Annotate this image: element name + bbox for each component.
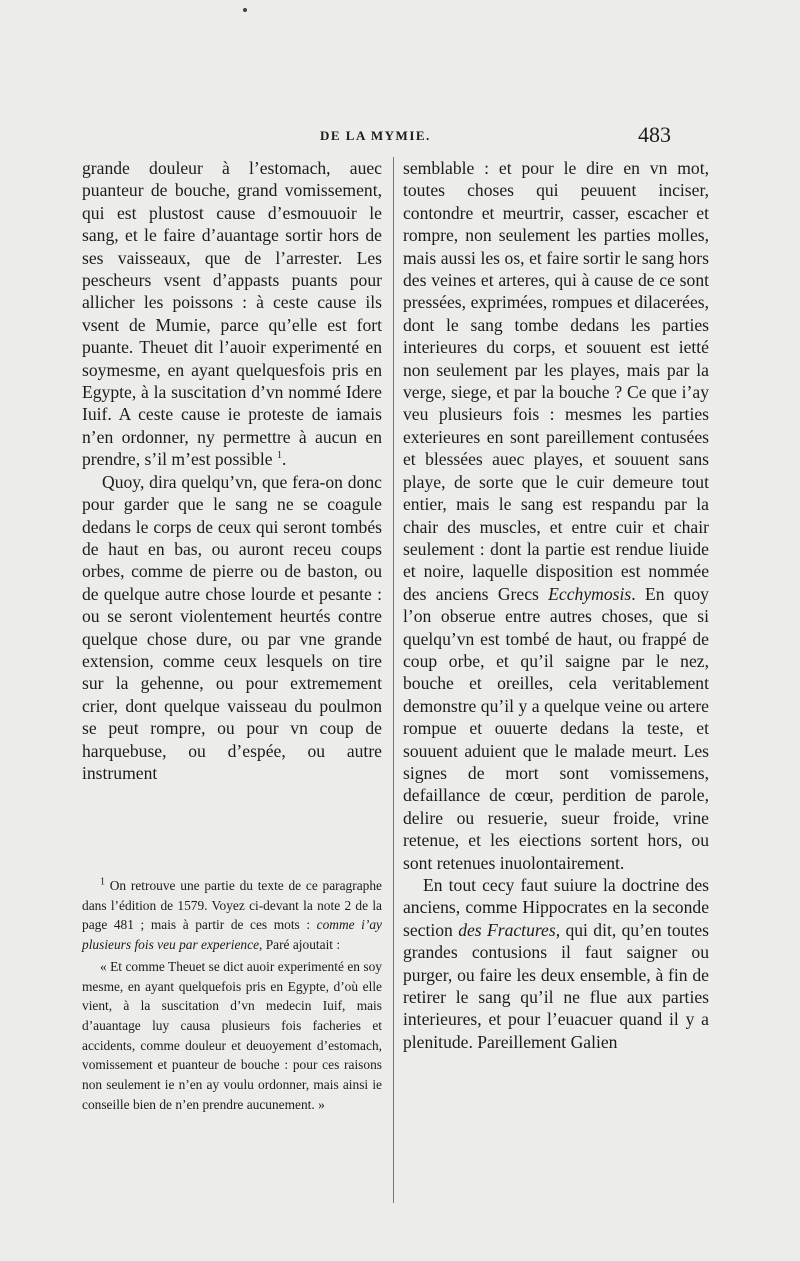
right-column bbox=[403, 157, 709, 1053]
column-divider bbox=[393, 157, 394, 1203]
left-paragraph-2: Quoy, dira quelqu’vn, que fera-on donc pour garder que le sang ne se coagule dedans le corps de ceux qui seront tombés de haut en bas, ou auront receu coups orbes, comme de pierre ou de baston, ou de quelque autre chose lourde et pesante : ou se seront violentement heurtés contre quelque chose dure, ou par vne grande extension, comme ceux lesquels on tire sur la gehenne, ou pour extremement crier, dont quelque vaisseau du poulmon se peut rompre, ou pour vn coup de harquebuse, ou d’espée, ou autre instrument bbox=[82, 471, 382, 783]
title-des-fractures: des Fractures bbox=[458, 919, 556, 940]
ink-speck bbox=[243, 8, 247, 12]
footnote-marker: 1 bbox=[100, 876, 105, 888]
footnote-reference[interactable]: 1 bbox=[276, 450, 282, 462]
left-column bbox=[82, 157, 382, 784]
footnote-1: $^1$ On retrouve une partie du texte de ce paragraphe dans l’édition de 1579. Voyez ci-devant la note 2 de la page 481 ; mais à partir de ces mots : comme i’ay plusieurs fois veu par experience, Paré ajoutait : bbox=[82, 876, 382, 953]
footnote-1-quotation: « Et comme Theuet se dict auoir experimenté en soy mesme, en ayant quelquefois pris en Egypte, d’où elle vient, à la suscitation d’vn medecin Iuif, mais d’auantage luy causa plusieurs fois facheries et accidents, comme douleur et deuoyement d’estomach, vomissement et puanteur de bouche : pour ces raisons non seulement ie n’en ay voulu ordonner, mais ainsi ie conseille bien de n’en prendre aucunement. » bbox=[82, 958, 382, 1112]
left-paragraph-1: grande douleur à l’estomach, auec puanteur de bouche, grand vomissement, qui est plustost cause d’esmouuoir le sang, et le faire d’auantage sortir hors de ses vaisseaux, que de l’arrester. Les pescheurs vsent d’appasts puants pour allicher les poissons : à ceste cause ils vsent de Mumie, parce qu’elle est fort puante. Theuet dit l’auoir experimenté en soymesme, en ayant quelquesfois pris en Egypte, à la suscitation d’vn nommé Idere Iuif. A ceste cause ie proteste de iamais n’en ordonner, ny permettre à aucun en prendre, s’il m’est possible $^1$. bbox=[82, 158, 382, 470]
footnotes bbox=[82, 876, 382, 1114]
running-head: DE LA MYMIE. bbox=[320, 128, 431, 143]
right-paragraph-2: En tout cecy faut suiure la doctrine des anciens, comme Hippocrates en la seconde section des Fractures, qui dit, qu’en toutes grandes contusions il faut saigner ou purger, ou faire les deux ensemble, à fin de retirer le sang qu’il ne flue aux parties interieures, et pour l’euacuer quand il y a plenitude. Pareillement Galien bbox=[403, 875, 709, 1052]
right-paragraph-1: semblable : et pour le dire en vn mot, toutes choses qui peuuent inciser, contondre et meurtrir, casser, escacher et rompre, non seulement les parties molles, mais aussi les os, et faire sortir le sang hors des veines et arteres, qui à cause de ce sont pressées, exprimées, rompues et dilacerées, dont le sang tombe dedans les parties interieures du corps, et souuent est ietté non seulement par les playes, mais par la verge, siege, et par la bouche ? Ce que i’ay veu plusieurs fois : mesmes les parties exterieures en sont pareillement contusées et blessées auec playes, et souuent sans playe, de sorte que le cuir demeure tout entier, mais le sang est respandu par la chair des muscles, et entre cuir et chair seulement : dont la partie est rendue liuide et noire, laquelle disposition est nommée des anciens Grecs Ecchymosis. En quoy l’on obserue entre autres choses, que si quelqu’vn est tombé de haut, ou frappé de coup orbe, et qu’il saigne par le nez, bouche et oreilles, cela veritablement demonstre qu’il y a quelque veine ou artere rompue et ouuerte dedans la teste, et souuent aduient que le malade meurt. Les signes de mort sont vomissemens, defaillance de cœur, perdition de parole, delire ou resuerie, sueur froide, vrine retenue, et les eiections sortent hors, ou sont retenues inuolontairement. bbox=[403, 158, 709, 873]
page-number: 483 bbox=[638, 122, 671, 147]
term-ecchymosis: Ecchymosis bbox=[548, 583, 632, 604]
footnote-quote: comme i’ay plusieurs fois veu par experience bbox=[82, 917, 382, 953]
